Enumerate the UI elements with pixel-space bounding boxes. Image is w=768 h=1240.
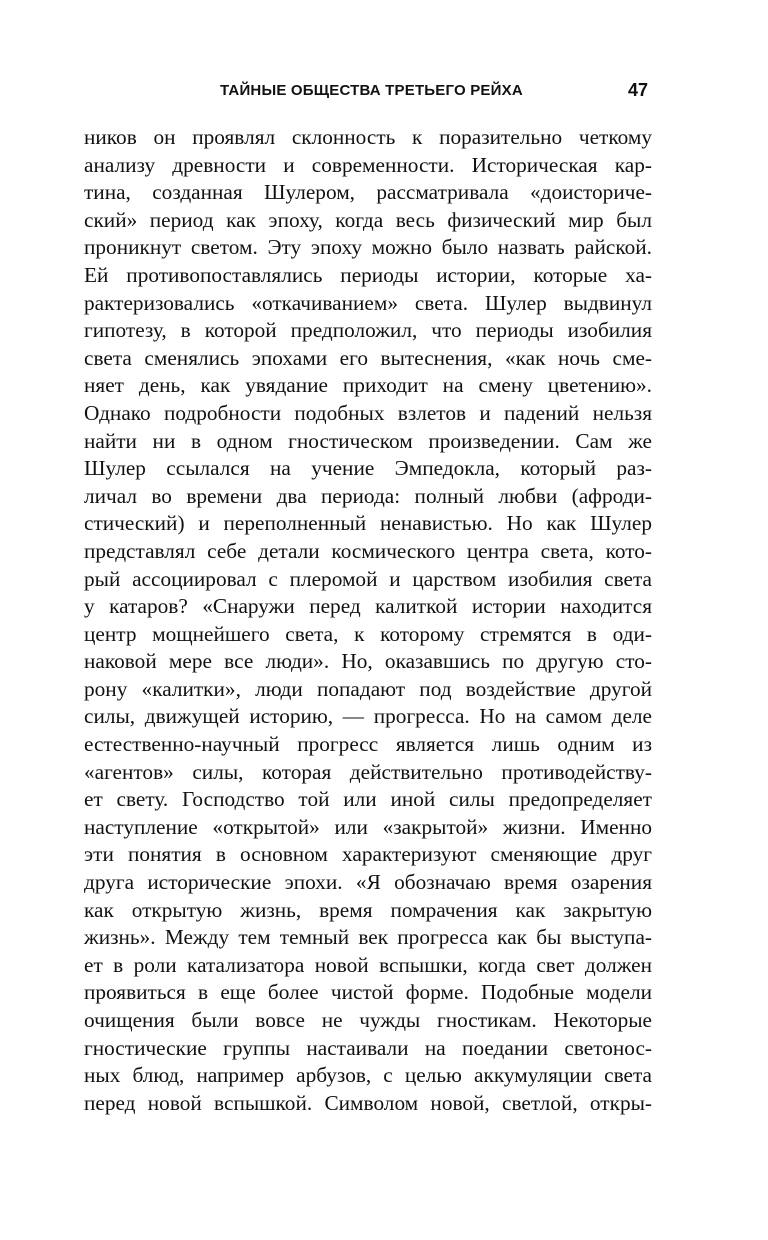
text-line: представлял себе детали космического центра света, кото-: [84, 538, 652, 563]
text-line: ет в роли катализатора новой вспышки, когда свет должен: [84, 952, 652, 977]
text-line: наковой мере все люди». Но, оказавшись по другую сто-: [84, 649, 652, 674]
text-line: рактеризовались «откачиванием» света. Шулер выдвинул: [84, 290, 652, 315]
text-line: ников он проявлял склонность к поразительно четкому: [84, 125, 652, 149]
text-line: личал во времени два периода: полный любви (афроди-: [84, 483, 652, 508]
running-head: [84, 80, 654, 106]
page-number: 47: [627, 80, 648, 100]
running-title: ТАЙНЫЕ ОБЩЕСТВА ТРЕТЬЕГО РЕЙХА: [220, 82, 523, 99]
text-line: «агентов» силы, которая действительно противодейству-: [84, 759, 652, 784]
text-line: рый ассоциировал с плеромой и царством изобилия света: [84, 566, 652, 591]
text-line: найти ни в одном гностическом произведении. Сам же: [84, 428, 652, 453]
text-line: света сменялись эпохами его вытеснения, «как ночь сме-: [84, 345, 652, 370]
text-line: друга исторические эпохи. «Я обозначаю время озарения: [84, 870, 652, 895]
text-line: как открытую жизнь, время помрачения как закрытую: [84, 897, 652, 922]
text-line: центр мощнейшего света, к которому стремятся в оди-: [84, 621, 652, 646]
text-line: жизнь». Между тем темный век прогресса как бы выступа-: [84, 925, 652, 950]
text-line: проявиться в еще более чистой форме. Подобные модели: [84, 980, 652, 1005]
text-line: проникнут светом. Эту эпоху можно было назвать райской.: [84, 235, 652, 260]
text-line: перед новой вспышкой. Символом новой, светлой, откры-: [84, 1090, 652, 1115]
text-line: ский» период как эпоху, когда весь физический мир был: [84, 207, 652, 232]
text-line: гностические группы настаивали на поедании светонос-: [84, 1035, 652, 1060]
text-line: Ей противопоставлялись периоды истории, которые ха-: [84, 262, 652, 287]
text-line: Шулер ссылался на учение Эмпедокла, который раз-: [84, 456, 652, 481]
text-line: анализу древности и современности. Историческая кар-: [84, 152, 652, 177]
text-line: стический) и переполненный ненавистью. Но как Шулер: [84, 511, 652, 536]
text-line: естественно-научный прогресс является лишь одним из: [84, 732, 652, 757]
text-line: эти понятия в основном характеризуют сменяющие друг: [84, 842, 652, 867]
text-line: у катаров? «Снаружи перед калиткой истории находится: [84, 594, 652, 619]
body-text: [84, 124, 652, 1117]
text-line: ет свету. Господство той или иной силы предопределяет: [84, 787, 652, 812]
text-line: гипотезу, в которой предположил, что периоды изобилия: [84, 318, 652, 343]
text-line: тина, созданная Шулером, рассматривала «доисториче-: [84, 180, 652, 205]
text-line: рону «калитки», люди попадают под воздействие другой: [84, 676, 652, 701]
text-line: силы, движущей историю, — прогресса. Но на самом деле: [84, 704, 652, 729]
text-line: очищения были вовсе не чужды гностикам. Некоторые: [84, 1008, 652, 1032]
text-line: Однако подробности подобных взлетов и падений нельзя: [84, 400, 652, 425]
text-line: наступление «открытой» или «закрытой» жизни. Именно: [84, 814, 652, 839]
text-line: ных блюд, например арбузов, с целью аккумуляции света: [84, 1063, 652, 1088]
text-line: няет день, как увядание приходит на смену цветению».: [84, 373, 652, 398]
